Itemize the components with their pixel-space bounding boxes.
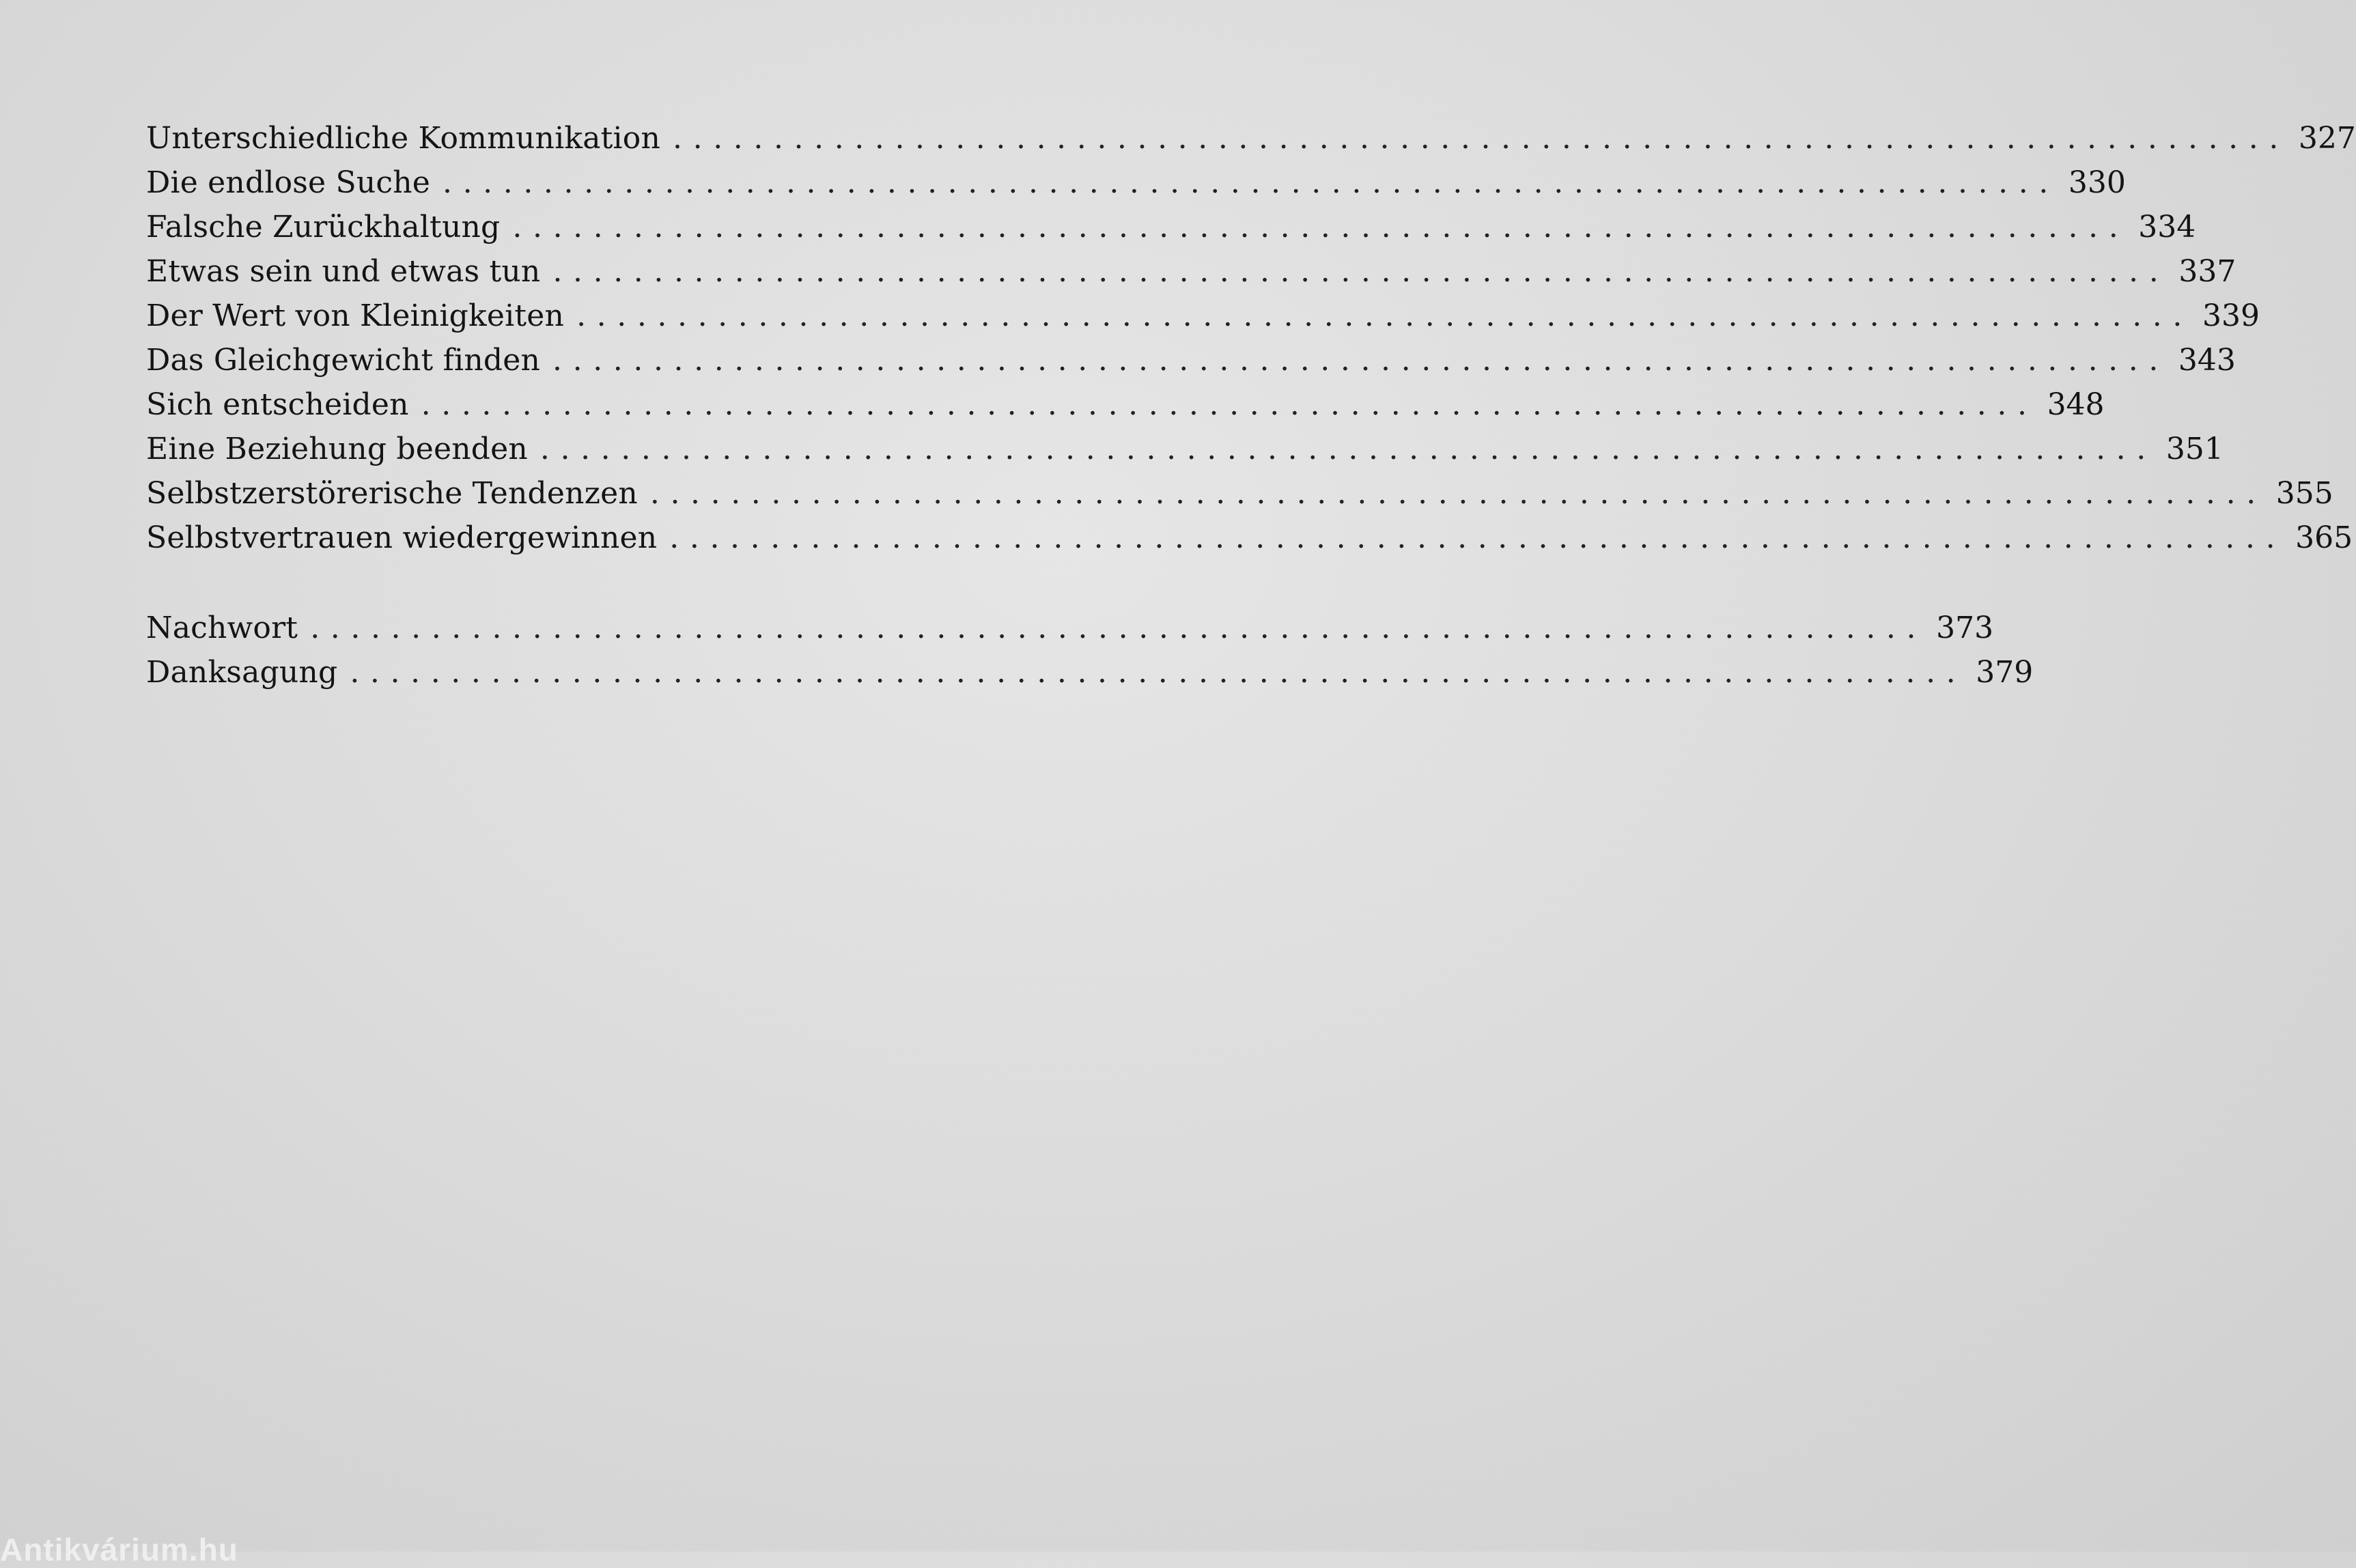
toc-entry [146, 382, 2105, 427]
toc-entry-title: Das Gleichgewicht finden [146, 343, 541, 378]
toc-dot-leader: ................................................................................ [512, 210, 2129, 244]
toc-dot-leader: ................................................................................ [649, 476, 2267, 511]
table-of-contents [146, 116, 2356, 695]
toc-entry-title: Sich entscheiden [146, 387, 409, 422]
toc-entry-page: 327 [2298, 121, 2356, 156]
toc-entry-page: 365 [2295, 520, 2353, 555]
toc-entry-page: 330 [2068, 165, 2126, 200]
toc-entry [146, 516, 2353, 560]
toc-entry-page: 339 [2202, 298, 2260, 333]
toc-dot-leader: ................................................................................ [539, 432, 2157, 466]
toc-dot-leader: ................................................................................ [552, 254, 2170, 289]
toc-entry [146, 294, 2260, 338]
toc-entry [146, 650, 2034, 695]
watermark: Antikvárium.hu [0, 1532, 238, 1567]
toc-entry [146, 606, 1994, 650]
toc-entry-page: 348 [2047, 387, 2105, 422]
toc-entry-page: 351 [2165, 432, 2224, 466]
toc-entry-title: Eine Beziehung beenden [146, 432, 528, 466]
toc-dot-leader: ................................................................................ [350, 655, 1967, 690]
toc-entry-title: Etwas sein und etwas tun [146, 254, 541, 289]
toc-entry-page: 379 [1976, 655, 2034, 690]
toc-entry-title: Selbstzerstörerische Tendenzen [146, 476, 638, 511]
toc-dot-leader: ................................................................................ [673, 121, 2289, 156]
toc-entry [146, 160, 2126, 205]
toc-dot-leader: ................................................................................ [310, 611, 1927, 645]
toc-entry-title: Selbstvertrauen wiedergewinnen [146, 520, 658, 555]
toc-entry-title: Der Wert von Kleinigkeiten [146, 298, 565, 333]
toc-group-chapters [146, 116, 2356, 560]
toc-entry [146, 205, 2196, 249]
toc-entry-title: Die endlose Suche [146, 165, 430, 200]
toc-entry-page: 334 [2138, 210, 2196, 244]
toc-entry [146, 338, 2236, 382]
toc-entry [146, 249, 2236, 294]
toc-dot-leader: ................................................................................ [669, 520, 2286, 555]
toc-entry [146, 471, 2333, 516]
toc-entry-page: 343 [2178, 343, 2236, 378]
toc-entry-page: 373 [1936, 611, 1994, 645]
toc-entry-title: Nachwort [146, 611, 298, 645]
toc-entry-page: 337 [2178, 254, 2236, 289]
toc-entry-page: 355 [2275, 476, 2333, 511]
toc-entry-title: Danksagung [146, 655, 338, 690]
toc-dot-leader: ................................................................................ [421, 387, 2038, 422]
toc-entry-title: Unterschiedliche Kommunikation [146, 121, 661, 156]
toc-entry [146, 427, 2224, 471]
toc-dot-leader: ................................................................................ [552, 343, 2169, 378]
toc-dot-leader: ................................................................................ [576, 298, 2193, 333]
toc-group-backmatter [146, 606, 2034, 695]
toc-entry-title: Falsche Zurückhaltung [146, 210, 501, 244]
toc-entry [146, 116, 2356, 160]
toc-dot-leader: ................................................................................ [443, 165, 2059, 200]
